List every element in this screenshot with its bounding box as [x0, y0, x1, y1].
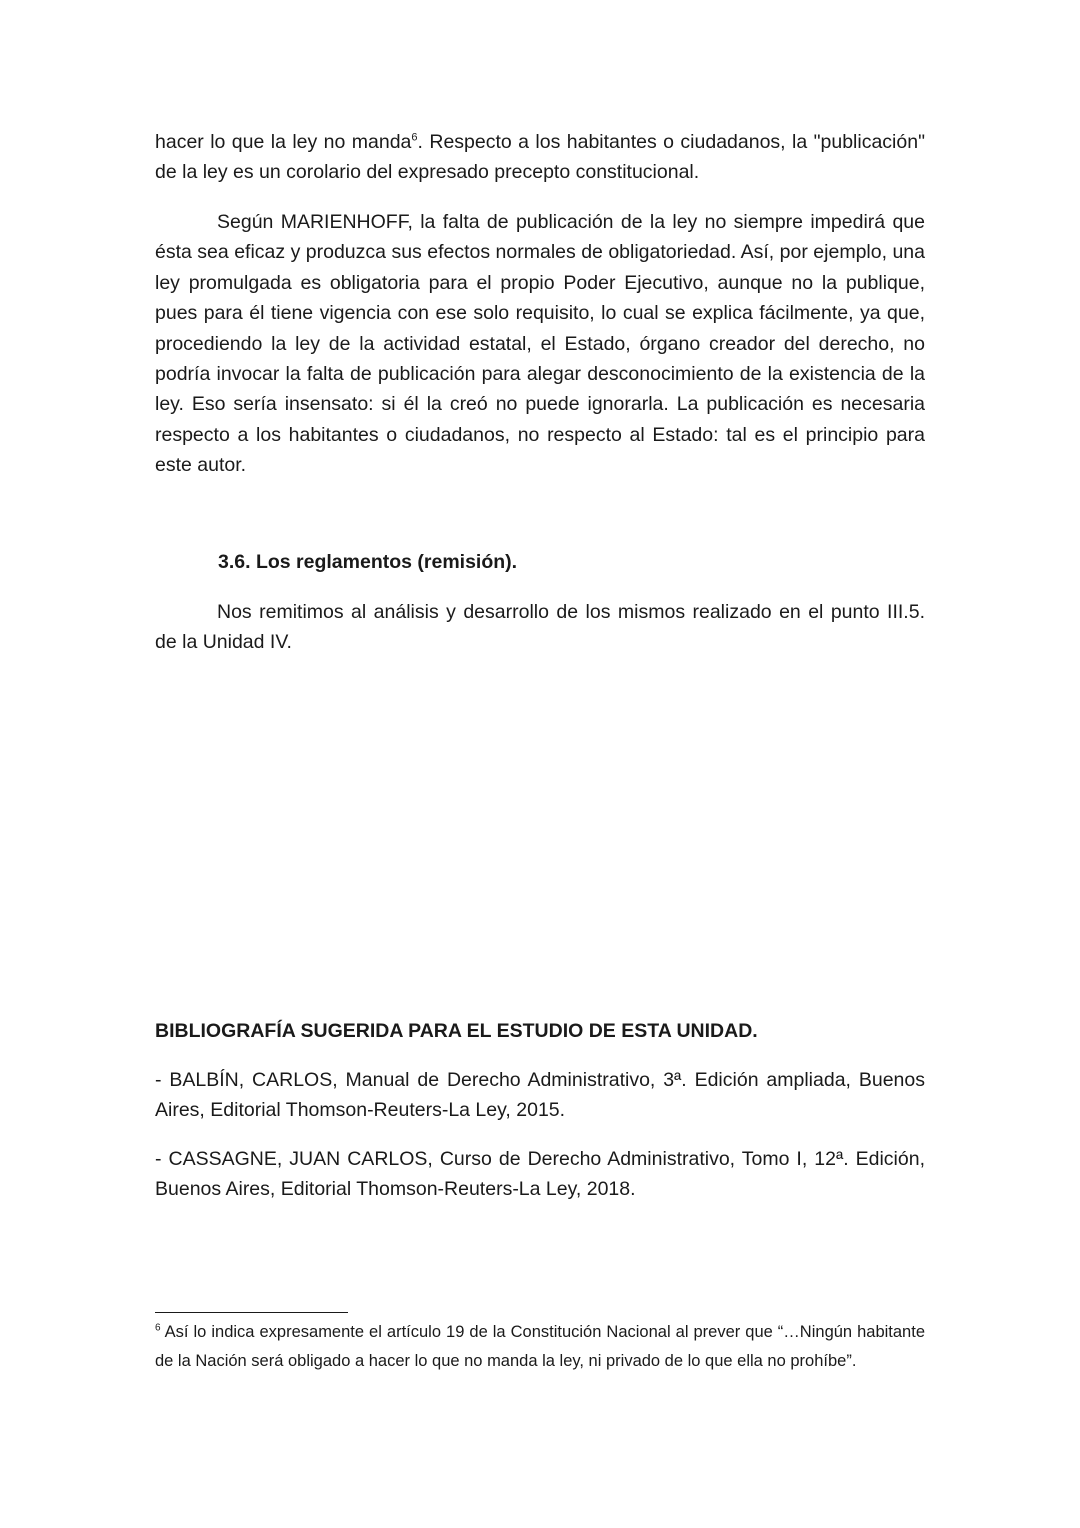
bibliography-entry: - BALBÍN, CARLOS, Manual de Derecho Administrativo, 3ª. Edición ampliada, Buenos Aires, Editorial Thomson-Reuters-La Ley, 2015.: [155, 1069, 925, 1122]
footnote-separator: [155, 1312, 348, 1313]
paragraph-marienhoff: Según MARIENHOFF, la falta de publicación de la ley no siempre impedirá que ésta sea eficaz y produzca sus efectos normales de obligatoriedad. Así, por ejemplo, una ley promulgada es obligatoria para el propio Poder Ejecutivo, aunque no la publique, pues para él tiene vigencia con ese solo requisito, lo cual se explica fácilmente, ya que, procediendo la ley de la actividad estatal, el Estado, órgano creador del derecho, no podría invocar la falta de publicación para alegar desconocimiento de la existencia de la ley. Eso sería insensato: si él la creó no puede ignorarla. La publicación es necesaria respecto a los habitantes o ciudadanos, no respecto al Estado: tal es el principio para este autor.: [155, 211, 925, 477]
paragraph-publication-corollary: [155, 127, 925, 188]
footnote-reference[interactable]: 6: [411, 131, 418, 144]
paragraph-remision: Nos remitimos al análisis y desarrollo de los mismos realizado en el punto III.5. de la Unidad IV.: [155, 601, 925, 654]
bibliography-entry: - CASSAGNE, JUAN CARLOS, Curso de Derecho Administrativo, Tomo I, 12ª. Edición, Buenos Aires, Editorial Thomson-Reuters-La Ley, 2018.: [155, 1148, 925, 1201]
bibliography-heading: BIBLIOGRAFÍA SUGERIDA PARA EL ESTUDIO DE ESTA UNIDAD.: [155, 1020, 758, 1042]
section-heading-reglamentos: 3.6. Los reglamentos (remisión).: [218, 551, 518, 573]
footnote-text: Así lo indica expresamente el artículo 19 de la Constitución Nacional al prever que “…Ningún habitante de la Nación será obligado a hacer lo que no manda la ley, ni privado de lo que ella no prohíbe”.: [155, 1323, 925, 1370]
footnote-number: 6: [155, 1322, 161, 1334]
paragraph-text-start: hacer lo que la ley no manda: [155, 131, 412, 153]
paragraph-text-end: . Respecto a los habitantes o ciudadanos, la "publicación" de la ley es un corolario del expresado precepto constitucional.: [155, 131, 926, 184]
footnote: [155, 1318, 925, 1375]
